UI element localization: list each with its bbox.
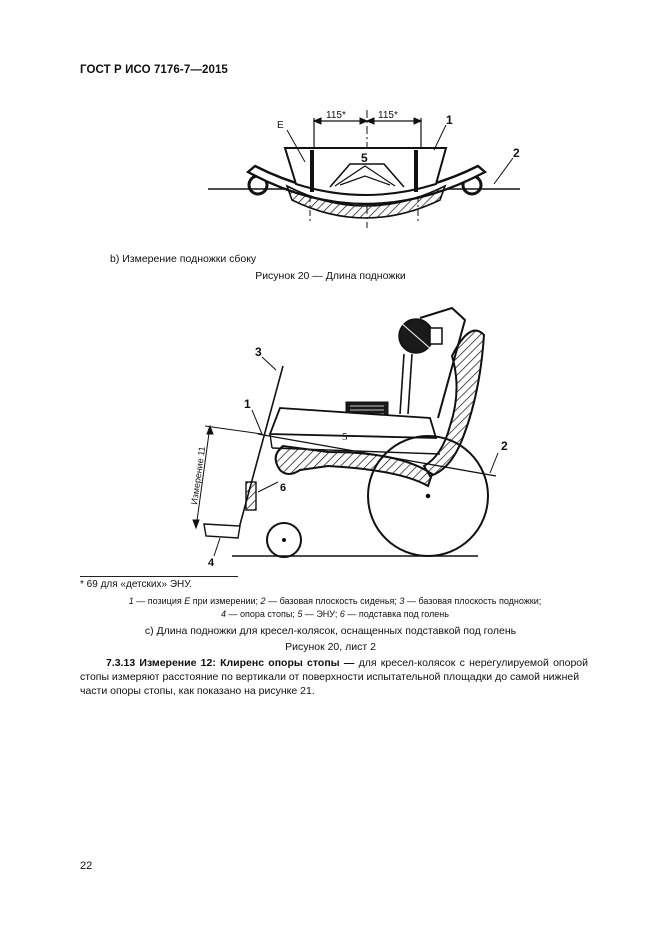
figure-b-label-1: 1: [446, 113, 453, 127]
figure-c-label-5: 5: [342, 431, 348, 443]
figure-b-drawing: [208, 110, 520, 228]
figure-c-label-3: 3: [255, 345, 262, 359]
legend-text-1b: при измерении;: [190, 596, 261, 606]
figure-b-label-2: 2: [513, 146, 520, 160]
figure-c-caption: с) Длина подножки для кресел-колясок, оснащенных подставкой под голень: [144, 625, 517, 637]
paragraph-line-2: стопы измеряют расстояние по вертикали от поверхности испытательной площадки до самой нижней: [80, 671, 580, 683]
paragraph-lead: 7.3.13 Измерение 12: Клиренс опоры стопы —: [106, 657, 355, 669]
legend-num-6: 6: [339, 609, 345, 619]
figure-b-label-e: E: [277, 120, 284, 131]
legend-text-5: — ЭНУ;: [302, 609, 340, 619]
document-header: ГОСТ Р ИСО 7176-7—2015: [80, 64, 228, 76]
paragraph-line-3: части опоры стопы, как показано на рисунке 21.: [80, 685, 315, 697]
legend-text-2: — базовая плоскость сиденья;: [265, 596, 400, 606]
figure-legend-line-2: [80, 608, 590, 621]
page-number: 22: [80, 860, 93, 872]
legend-text-1: — позиция: [133, 596, 185, 606]
footnote-divider: [80, 576, 238, 577]
legend-text-3: — базовая плоскость подножки;: [404, 596, 542, 606]
figure-b-dim-left: 115*: [326, 110, 346, 121]
paragraph-line-1: [80, 656, 588, 670]
figure-c-label-2: 2: [501, 439, 508, 453]
footnote: * 69 для «детских» ЭНУ.: [80, 579, 193, 590]
figure-b-caption: b) Измерение подножки сбоку: [110, 253, 257, 265]
legend-num-2: 2: [260, 596, 266, 606]
figure-c-measure-label: Измерение 11: [189, 445, 208, 506]
figure-c-label-6: 6: [280, 482, 287, 494]
figure-b-label-5: 5: [361, 151, 368, 165]
figure-legend-line-1: [80, 595, 590, 608]
legend-e: E: [184, 596, 191, 606]
figure-b-dim-right: 115*: [378, 110, 398, 121]
legend-text-6: — подставка под голень: [344, 609, 449, 619]
figure-20-title: Рисунок 20 — Длина подножки: [255, 270, 406, 282]
paragraph-line-1-rest: для кресел-колясок с нерегулируемой опорой: [354, 657, 588, 669]
legend-num-3: 3: [399, 596, 405, 606]
figure-c-label-1: 1: [244, 397, 251, 411]
legend-num-4: 4: [221, 609, 227, 619]
legend-num-5: 5: [297, 609, 303, 619]
section-paragraph: [80, 656, 588, 698]
legend-num-1: 1: [128, 596, 134, 606]
legend-text-4: — опора стопы;: [226, 609, 298, 619]
figure-20-sheet-caption: Рисунок 20, лист 2: [285, 641, 376, 653]
figure-c-label-4: 4: [208, 557, 215, 569]
